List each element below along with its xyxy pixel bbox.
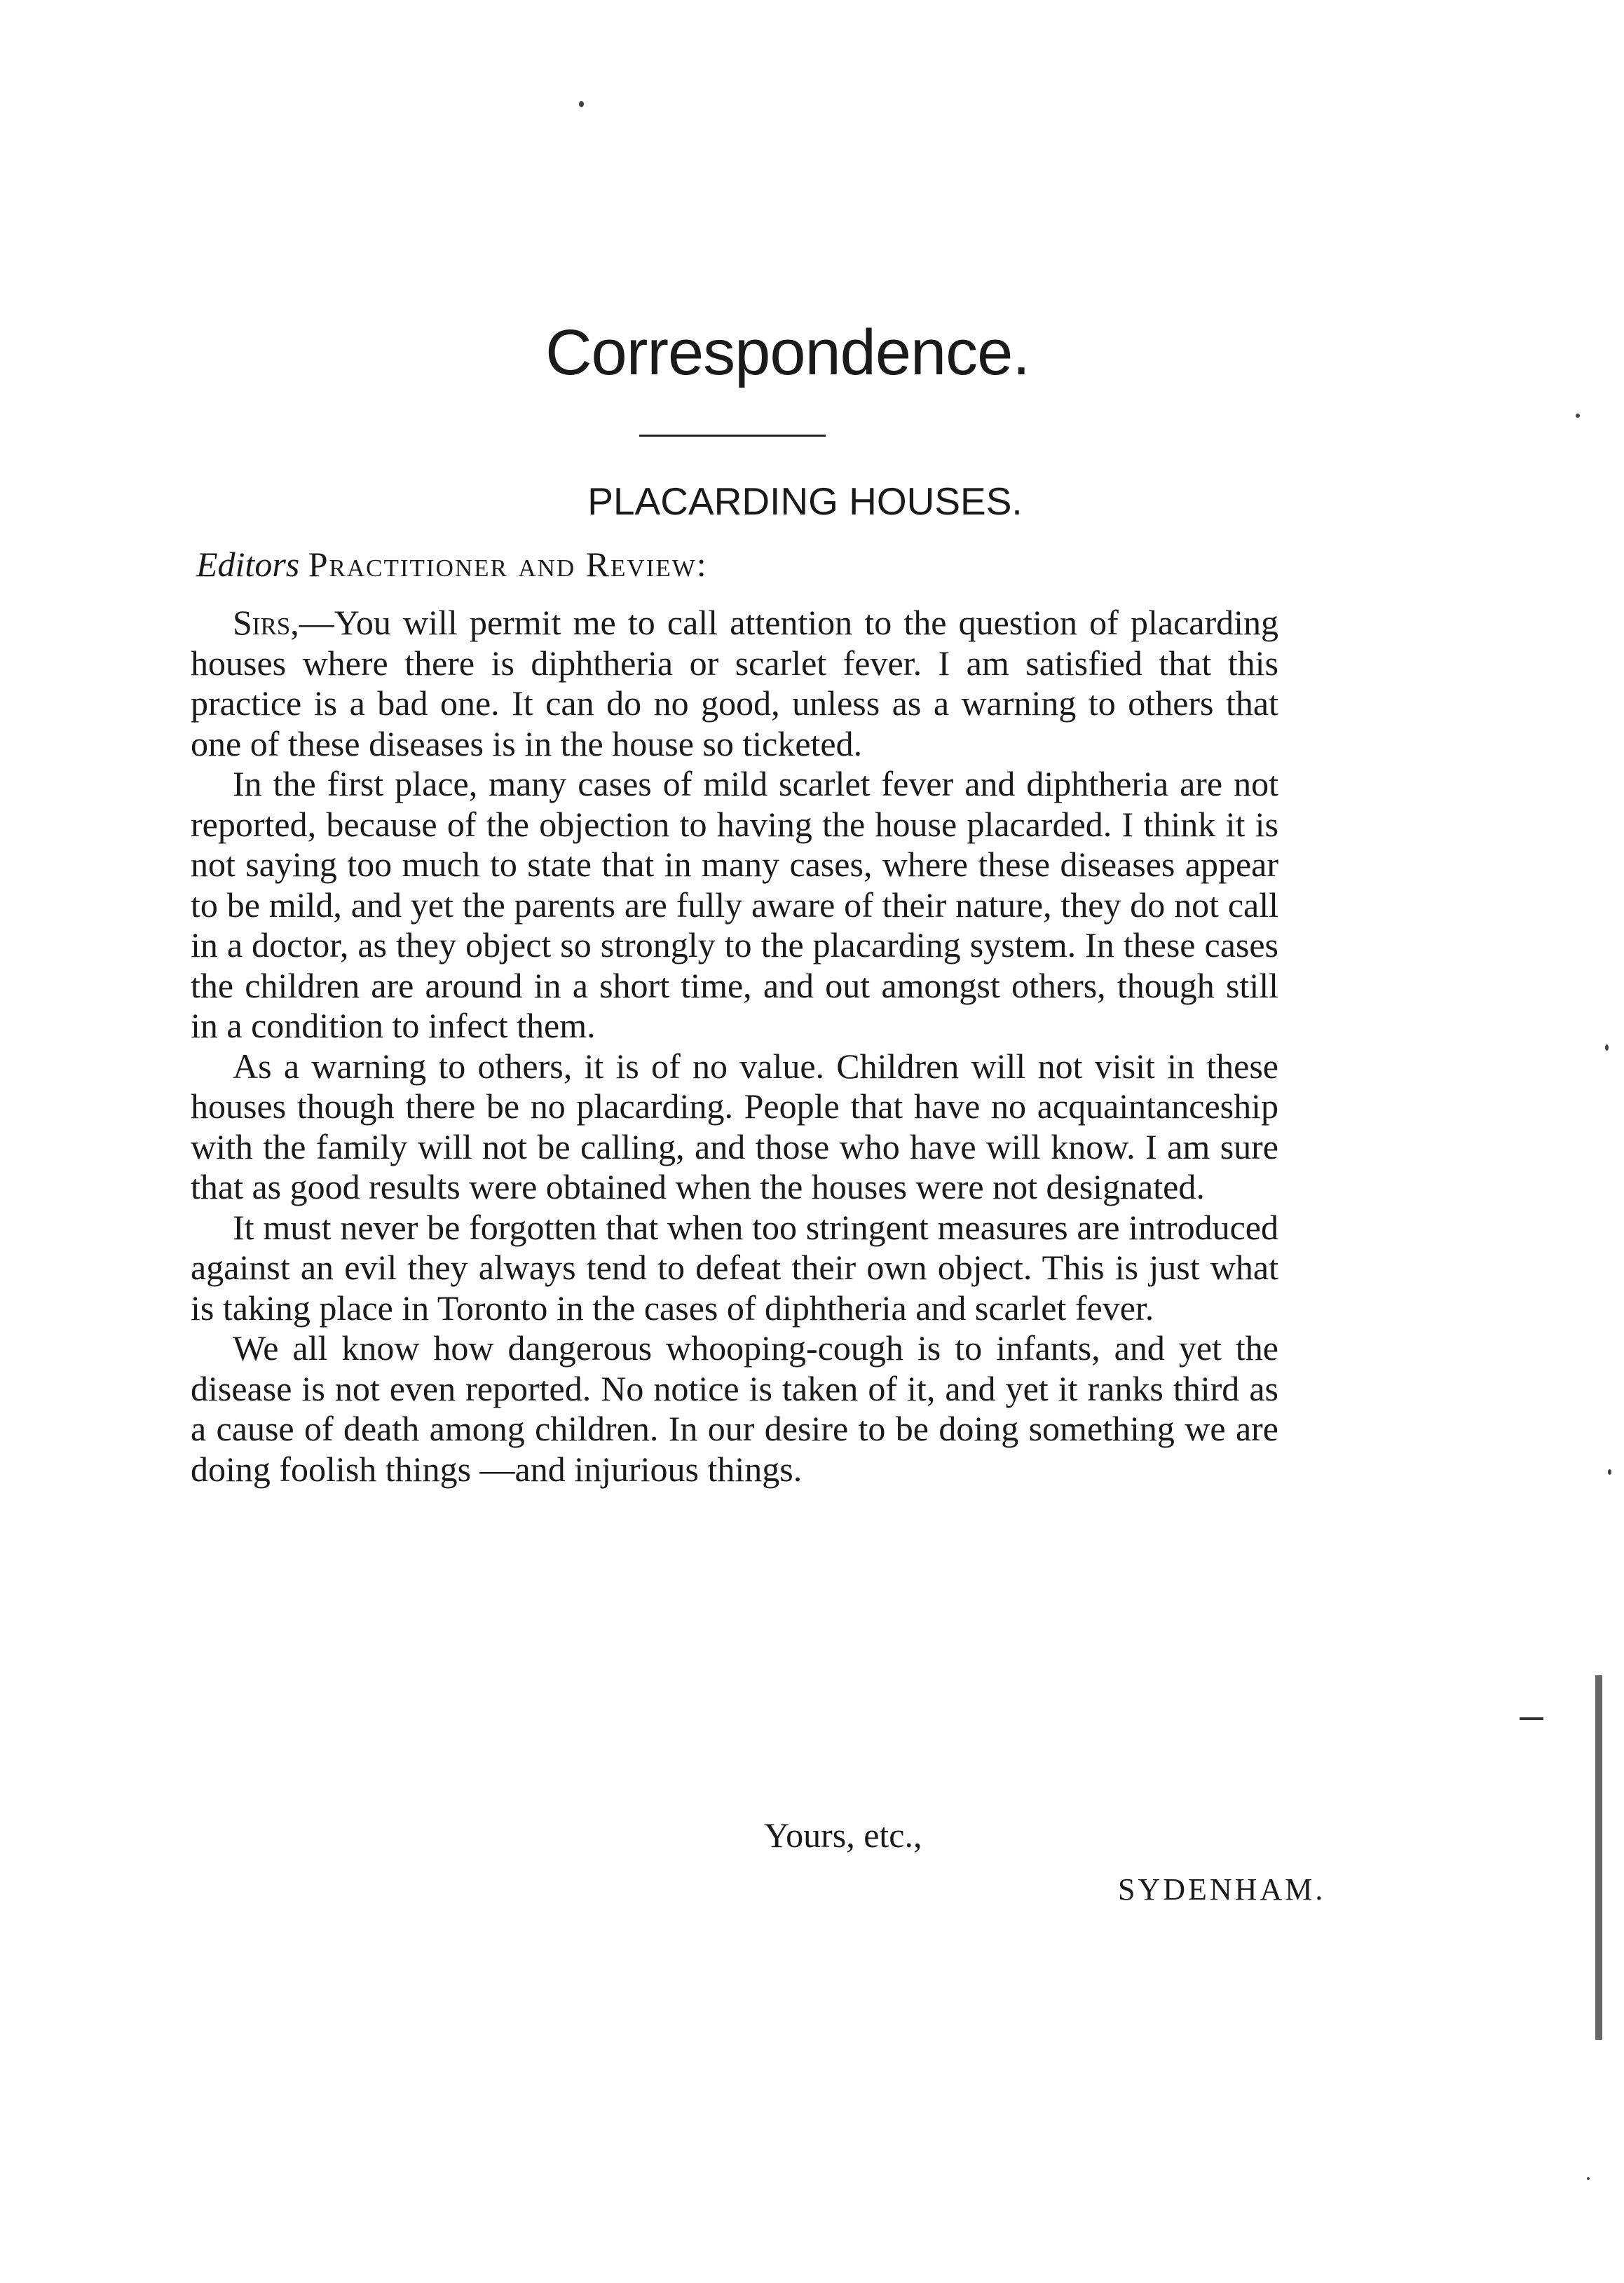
- paragraph-2: In the first place, many cases of mild scarlet fever and diphtheria are not reported, because of the objection to having the house placarded. I think it is not saying too much to state that in many cases, where these diseases appear to be mild, and yet the parents are fully aware of their nature, they do not call in a doctor, as they object so strongly to the placarding system. In these cases the children are around in a short time, and out amongst others, though still in a condition to infect them.: [191, 764, 1278, 1045]
- paragraph-lead: Sirs,: [233, 603, 299, 642]
- paragraph-4: It must never be forgotten that when too stringent measures are introduced against an evil they always tend to defeat their own object. This is just what is taking place in Toronto in the cases of diphtheria and scarlet fever.: [191, 1207, 1278, 1328]
- paragraph-1: [191, 603, 1278, 764]
- paragraph-text: —You will permit me to call attention to the question of placarding houses where there is diphtheria or scarlet fever. I am satisfied that this practice is a bad one. It can do no good, unless as a warning to others that one of these diseases is in the house so ticketed.: [191, 603, 1278, 763]
- letter-signature: SYDENHAM.: [1118, 1872, 1326, 1907]
- scan-speck: [1576, 414, 1580, 418]
- binding-edge-mark: [1595, 1675, 1602, 2040]
- scan-speck: [579, 101, 584, 107]
- scan-speck: [1605, 1044, 1609, 1051]
- section-heading: Correspondence.: [545, 317, 1030, 388]
- address-publication: Practitioner and Review:: [308, 545, 708, 584]
- letter-body: [191, 603, 1278, 1490]
- address-editors: Editors: [196, 545, 300, 584]
- heading-rule: [639, 435, 826, 437]
- letter-signoff: Yours, etc.,: [764, 1815, 922, 1855]
- binding-edge-dash: [1520, 1717, 1543, 1720]
- salutation-address: [196, 543, 708, 585]
- paragraph-5: We all know how dangerous whooping-cough is to infants, and yet the disease is not even reported. No notice is taken of it, and yet it ranks third as a cause of death among children. In our desire to be doing something we are doing foolish things —and injurious things.: [191, 1328, 1278, 1489]
- scan-speck: [1608, 1469, 1611, 1475]
- scan-speck: [1587, 2177, 1590, 2180]
- letter-title: PLACARDING HOUSES.: [587, 479, 1023, 523]
- paragraph-3: As a warning to others, it is of no value. Children will not visit in these houses though there be no placarding. People that have no acquaintanceship with the family will not be calling, and those who have will know. I am sure that as good results were obtained when the houses were not designated.: [191, 1046, 1278, 1206]
